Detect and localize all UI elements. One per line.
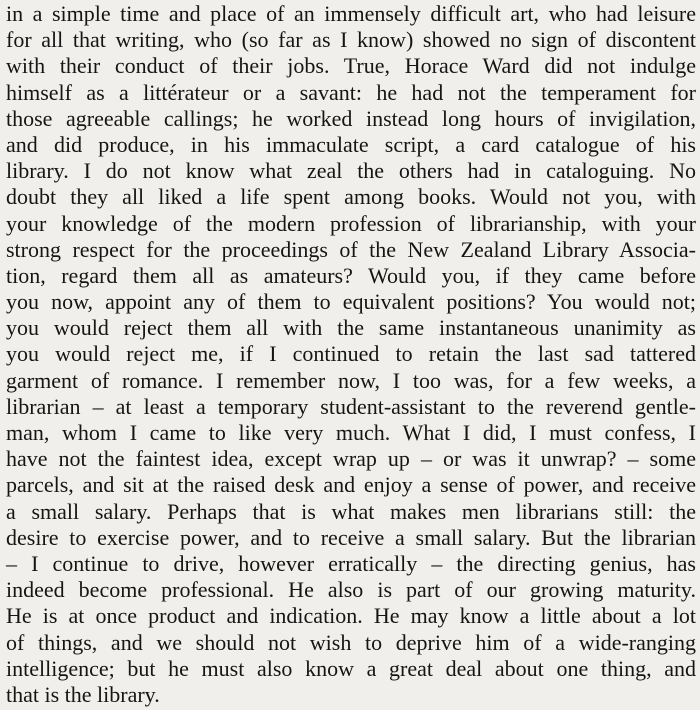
text-line: parcels, and sit at the raised desk and enjoy a sense of power, and receive <box>6 472 696 498</box>
text-line: in a simple time and place of an immensely difficult art, who had leisure <box>6 1 696 26</box>
text-line: man, whom I came to like very much. What I did, I must confess, I <box>6 420 696 445</box>
text-line: garment of romance. I remember now, I too was, for a few weeks, a <box>6 367 696 393</box>
text-line: with their conduct of their jobs. True, Horace Ward did not indulge <box>6 53 696 79</box>
text-line: library. I do not know what zeal the others had in cataloguing. No <box>6 158 696 184</box>
text-line: intelligence; but he must also know a great deal about one thing, and <box>6 655 696 681</box>
text-line: a small salary. Perhaps that is what makes men librarians still: the <box>6 498 696 524</box>
text-line: tion, regard them all as amateurs? Would you, if they came before <box>6 262 696 288</box>
text-line: – I continue to drive, however erratically – the directing genius, has <box>6 550 696 576</box>
text-line: your knowledge of the modern profession of librarianship, with your <box>6 210 696 236</box>
text-line: you would reject me, if I continued to retain the last sad tattered <box>6 341 696 367</box>
text-line: desire to exercise power, and to receive a small salary. But the librarian <box>6 524 696 550</box>
text-line: indeed become professional. He also is part of our growing maturity. <box>6 577 696 603</box>
text-line: strong respect for the proceedings of the New Zealand Library Associa- <box>6 236 696 262</box>
text-line: of things, and we should not wish to deprive him of a wide-ranging <box>6 629 696 655</box>
text-line: and did produce, in his immaculate script, a card catalogue of his <box>6 131 696 157</box>
text-line: librarian – at least a temporary student-assistant to the reverend gentle- <box>6 393 696 419</box>
text-line: have not the faintest idea, except wrap up – or was it unwrap? – some <box>6 446 696 472</box>
text-line: He is at once product and indication. He may know a little about a lot <box>6 603 696 629</box>
text-line: doubt they all liked a life spent among books. Would not you, with <box>6 184 696 210</box>
text-line: for all that writing, who (so far as I know) showed no sign of discontent <box>6 27 696 53</box>
text-line: that is the library. <box>6 681 160 707</box>
text-line: you would reject them all with the same instantaneous unanimity as <box>6 315 696 341</box>
text-line: those agreeable callings; he worked instead long hours of invigilation, <box>6 105 696 131</box>
text-line: you now, appoint any of them to equivalent positions? You would not; <box>6 289 696 315</box>
text-line: himself as a littérateur or a savant: he had not the temperament for <box>6 79 696 105</box>
body-paragraph <box>6 1 696 708</box>
